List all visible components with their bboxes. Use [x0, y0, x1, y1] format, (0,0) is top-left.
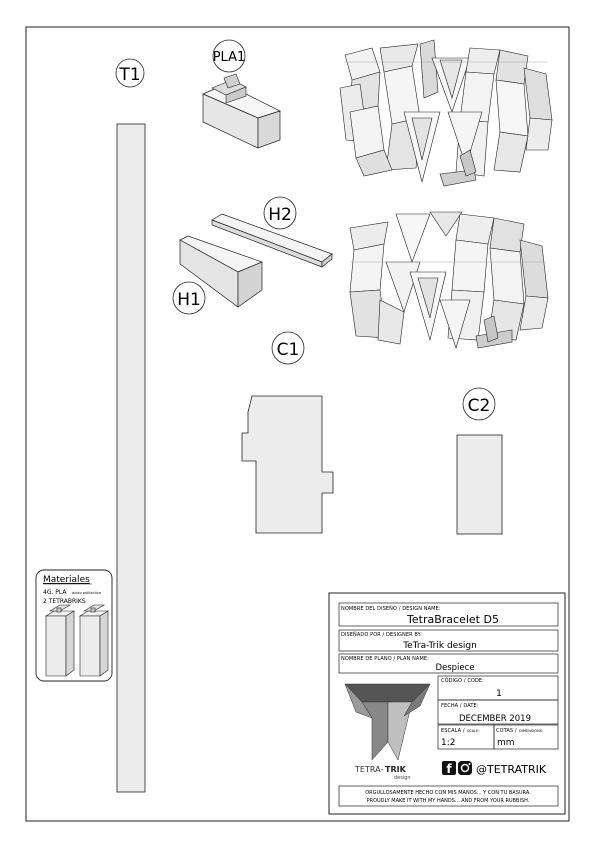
part-pla1-label: PLA1 — [212, 50, 246, 65]
materials-pla-note: ácido poliláctico — [72, 591, 102, 595]
footer-spanish: ORGULLOSAMENTE HECHO CON MIS MANOS... Y CON TU BASURA. — [365, 790, 531, 796]
tetrabrik-carton-icon — [46, 605, 74, 676]
dimensions-label: COTAS / — [496, 728, 517, 734]
materials-box — [36, 570, 112, 681]
part-h2-label: H2 — [268, 205, 292, 225]
dimensions-label-en: DIMENSIONS: — [519, 729, 544, 733]
scale-label: ESCALA / — [441, 728, 465, 734]
svg-text:f: f — [446, 762, 452, 776]
part-t1-label: T1 — [119, 65, 141, 85]
designer-label: DISEÑADO POR / DESIGNER BY: — [341, 632, 422, 638]
date-label: FECHA / DATE: — [441, 703, 479, 709]
tetrabrik-carton-icon — [80, 605, 108, 676]
plan-name: Despiece — [435, 663, 475, 673]
social-handle: @TETRATRIK — [476, 763, 547, 776]
part-pla1 — [203, 40, 280, 148]
logo-wordmark-a: TETRA- — [355, 765, 384, 774]
footer-english: PROUDLY MAKE IT WITH MY HANDS... AND FROM YOUR RUBBISH. — [366, 798, 530, 804]
design-name-label: NOMBRE DEL DISEÑO / DESIGN NAME: — [341, 606, 441, 612]
part-t1 — [116, 59, 145, 792]
code-label: CÓDIGO / CODE: — [441, 678, 484, 684]
logo-wordmark-b: TRIK — [385, 765, 406, 774]
materials-tetrabriks: 2 TETRABRIKS — [43, 598, 86, 605]
part-c2-label: C2 — [467, 396, 491, 416]
logo-subtitle: design — [394, 775, 411, 781]
part-h1-label: H1 — [177, 290, 201, 310]
assembled-bracelet-view-1 — [340, 40, 552, 186]
scale-label-en: SCALE: — [467, 729, 480, 733]
code-value: 1 — [496, 689, 502, 699]
plan-name-label: NOMBRE DE PLANO / PLAN NAME: — [341, 656, 429, 662]
materials-pla: 4G. PLA — [43, 589, 67, 596]
part-c2 — [457, 388, 502, 534]
part-c1 — [242, 332, 333, 533]
materials-title: Materiales — [43, 575, 90, 585]
facebook-icon — [442, 761, 456, 776]
scale-value: 1:2 — [441, 738, 456, 748]
part-c1-label: C1 — [276, 340, 300, 360]
dimensions-value: mm — [497, 738, 515, 748]
title-block — [329, 593, 565, 814]
part-h1 — [173, 236, 262, 314]
designer-name: TeTra-Trik design — [403, 641, 477, 651]
date-value: DECEMBER 2019 — [459, 714, 531, 724]
instagram-icon — [458, 761, 472, 775]
assembled-bracelet-view-2 — [350, 212, 548, 348]
design-name: TetraBracelet D5 — [407, 613, 499, 626]
